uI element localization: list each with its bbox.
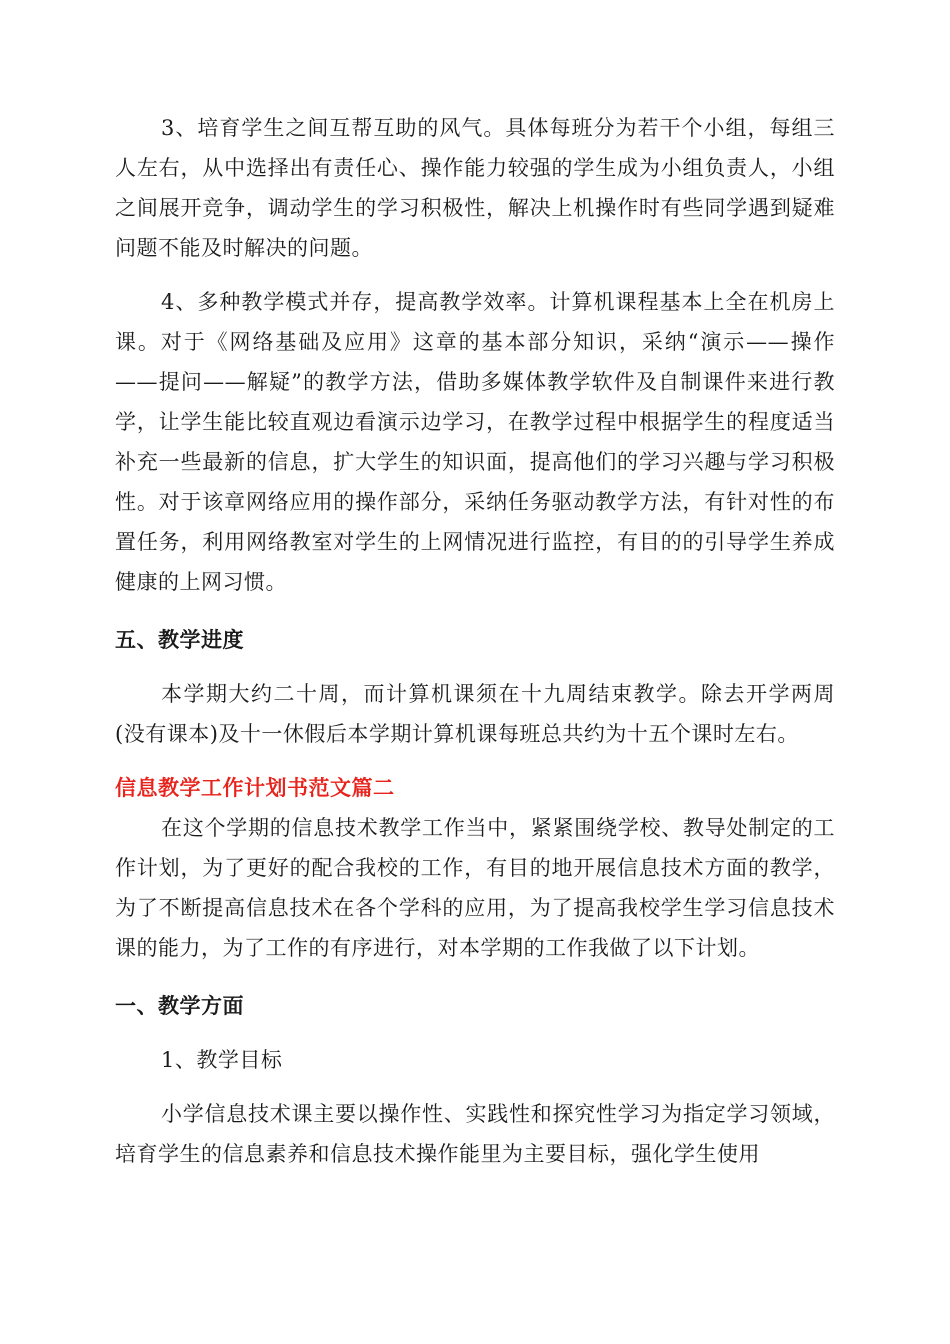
- document-page: [115, 108, 835, 1174]
- paragraph-intro: 在这个学期的信息技术教学工作当中，紧紧围绕学校、教导处制定的工作计划，为了更好的配合我校的工作，有目的地开展信息技术方面的教学，为了不断提高信息技术在各个学科的应用，为了提高我校学生学习信息技术课的能力，为了工作的有序进行，对本学期的工作我做了以下计划。: [115, 816, 835, 960]
- paragraph-4-teaching-modes: 4、多种教学模式并存，提高教学效率。计算机课程基本上全在机房上课。对于《网络基础及应用》这章的基本部分知识，采纳“演示——操作——提问——解疑”的教学方法，借助多媒体教学软件及自制课件来进行教学，让学生能比较直观边看演示边学习，在教学过程中根据学生的程度适当补充一些最新的信息，扩大学生的知识面，提高他们的学习兴趣与学习积极性。对于该章网络应用的操作部分，采纳任务驱动教学方法，有针对性的布置任务，利用网络教室对学生的上网情况进行监控，有目的的引导学生养成健康的上网习惯。: [115, 290, 835, 594]
- paragraph-progress: 本学期大约二十周，而计算机课须在十九周结束教学。除去开学两周(没有课本)及十一休假后本学期计算机课每班总共约为十五个课时左右。: [115, 682, 835, 746]
- paragraph-3-mutual-help: 3、培育学生之间互帮互助的风气。具体每班分为若干个小组，每组三人左右，从中选择出有责任心、操作能力较强的学生成为小组负责人，小组之间展开竞争，调动学生的学习积极性，解决上机操作时有些同学遇到疑难问题不能及时解决的问题。: [115, 116, 835, 260]
- subheading-teaching-goal: 1、教学目标: [161, 1048, 283, 1072]
- heading-teaching-progress: 五、教学进度: [115, 627, 244, 652]
- section-title: 信息教学工作计划书范文篇二: [115, 775, 395, 800]
- heading-teaching-aspect: 一、教学方面: [115, 993, 244, 1018]
- paragraph-goal: 小学信息技术课主要以操作性、实践性和探究性学习为指定学习领域，培育学生的信息素养和信息技术操作能里为主要目标，强化学生使用: [115, 1102, 835, 1166]
